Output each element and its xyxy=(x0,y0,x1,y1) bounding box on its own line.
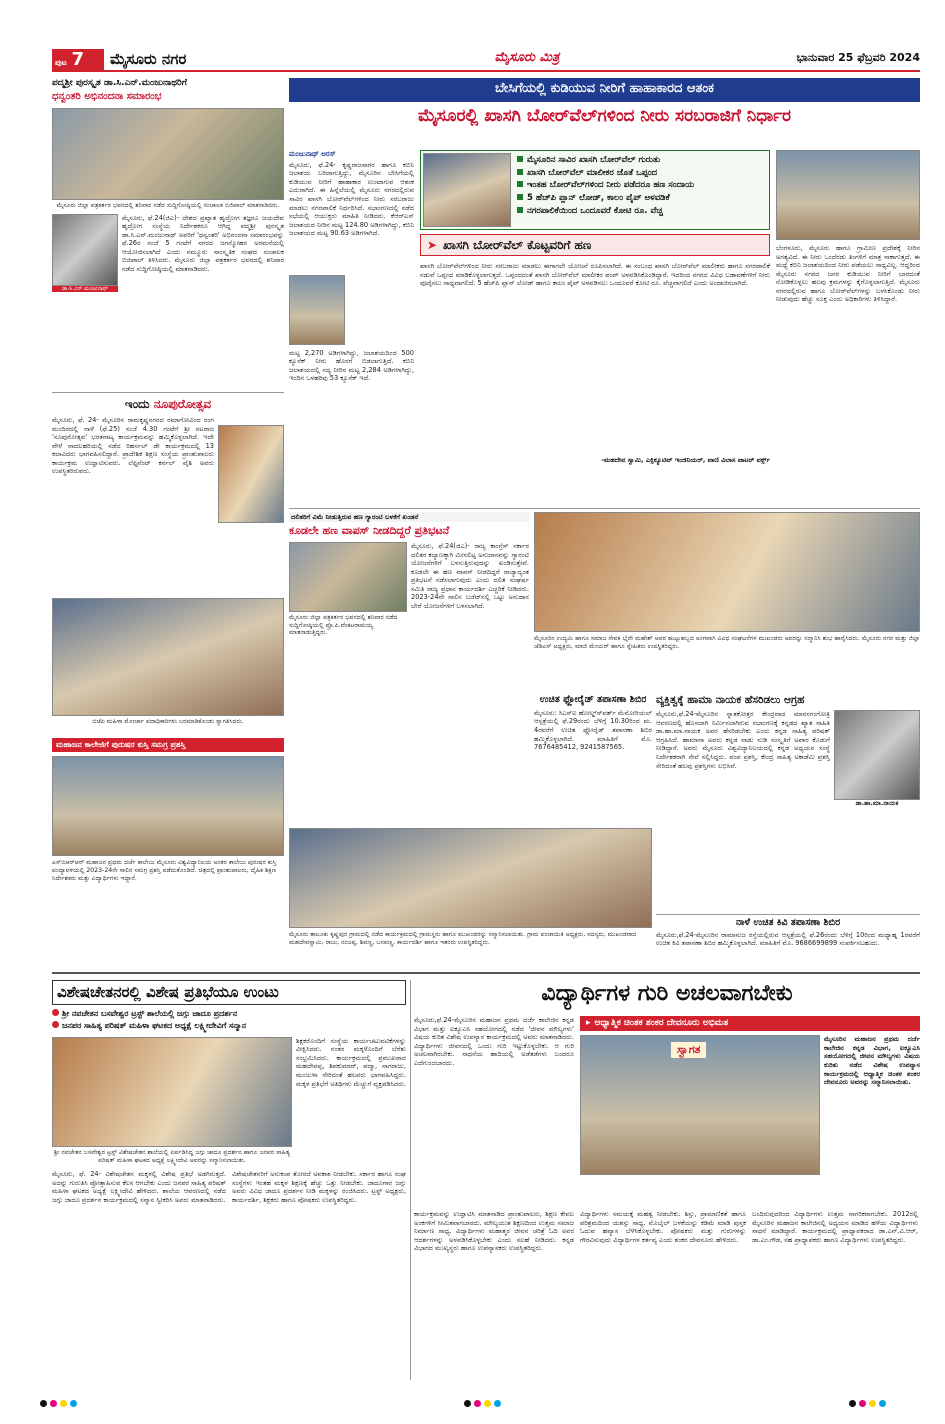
story-headline: ಮೈಸೂರಲ್ಲಿ ಖಾಸಗಿ ಬೋರ್‌ವೆಲ್‌ಗಳಿಂದ ನೀರು ಸರಬರಾಜಿಗೆ ನಿರ್ಧಾರ xyxy=(417,106,792,126)
subhead-bar xyxy=(580,1016,920,1031)
bullet-icon xyxy=(52,1021,59,1028)
page-number: 7 xyxy=(71,49,85,70)
headline-part-1: ಇಂದು xyxy=(124,397,154,411)
subhead: ಖಾಸಗಿ ಬೋರ್‌ವೆಲ್ ಕೊಟ್ಟವರಿಗೆ ಹಣ xyxy=(443,238,592,252)
story-body: ಮೈಸೂರು,ಫೆ.24-ಮೈಸೂರಿನ ಸ್ನಾತಕೋತ್ತರ ಕೇಂದ್ರವಾದ ಮಾನಸಗಂಗೋತ್ರಿ ಆವರಣದಲ್ಲಿ ಹೊಸದಾಗಿ ನಿರ್ಮಿಸಲಾಗಿರುವ ಸಭಾಂಗಣಕ್ಕೆ ಕನ್ನಡದ ಖ್ಯಾತ ಸಾಹಿತಿ ಡಾ.ಹಾ.ಮಾ.ನಾಯಕ ಅವರ ಹೆಸರಿಡಬೇಕು ಎಂದು ಕನ್ನಡ ಸಾಹಿತ್ಯ ಪರಿಷತ್ ಆಗ್ರಹಿಸಿದೆ. ಹಾಮಾನಾ ಅವರು ಕನ್ನಡ ನಾಡು ನುಡಿ ಸಂಸ್ಕೃತಿಗೆ ಅಪಾರ ಕೊಡುಗೆ ನೀಡಿದ್ದಾರೆ. ಅವರು ಮೈಸೂರು ವಿಶ್ವವಿದ್ಯಾನಿಲಯದಲ್ಲಿ ಕನ್ನಡ ಅಧ್ಯಯನ ಸಂಸ್ಥೆ ನಿರ್ದೇಶಕರಾಗಿ ಸೇವೆ ಸಲ್ಲಿಸಿದ್ದರು. ಪಂಪ ಪ್ರಶಸ್ತಿ, ಕೇಂದ್ರ ಸಾಹಿತ್ಯ ಅಕಾಡೆಮಿ ಪ್ರಶಸ್ತಿ ಸೇರಿದಂತೆ ಹಲವು ಪ್ರಶಸ್ತಿಗಳು ಲಭಿಸಿವೆ. xyxy=(656,710,830,770)
photo-caption: ಮೈಸೂರಿನ ಉದ್ಯಮಿ ಹಾಗೂ ಸಮಾಜ ಸೇವಕ ಭೈರೇ ಮಹೇಶ್ ಅವರ ಹುಟ್ಟುಹಬ್ಬದ ಅಂಗವಾಗಿ ವಿವಿಧ ಸಂಘಟನೆಗಳ ಮುಖಂಡರು ಅವರನ್ನು ಸನ್ಮಾನಿಸಿ ಶುಭ ಹಾರೈಸಿದರು. ಮೈಸೂರು ನಗರ ಮತ್ತು ಜಿಲ್ಲಾ ಜೆಡಿಎಸ್ ಅಧ್ಯಕ್ಷರು, ಮಾಜಿ ಮೇಯರ್ ಹಾಗೂ ಸ್ನೇಹಿತರು ಉಪಸ್ಥಿತರಿದ್ದರು. xyxy=(534,635,920,650)
story-ear xyxy=(656,914,920,968)
byline: ಮಂಜುನಾಥ್ ಅರಸ್ xyxy=(289,150,336,158)
arrow-icon: ➤ xyxy=(427,238,438,252)
bullet-text: ಜನಪರ ಸಾಹಿತ್ಯ ಪರಿಷತ್ ಮಹಿಳಾ ಘಟಕದ ಅಧ್ಯಕ್ಷೆ ಲಕ್ಷ್ಮೀದೇವಿಗೆ ಸನ್ಮಾನ xyxy=(62,1020,247,1030)
press-meet-photo xyxy=(289,542,407,612)
group-photo xyxy=(534,512,920,632)
story-body: ಖಾಸಗಿ ಬೋರ್‌ವೆಲ್‌ಗಳಿಂದ ನೀರು ಸರಬರಾಜು ಮಾಡಲು ಈಗಾಗಲೇ ಯೋಜನೆ ರೂಪಿಸಲಾಗಿದೆ. ಈ ಸಂಬಂಧ ಖಾಸಗಿ ಬೋರ್‌ವೆಲ್ ಮಾಲೀಕರು ಹಾಗೂ ನಗರಪಾಲಿಕೆ ನಡುವೆ ಒಪ್ಪಂದ ಮಾಡಿಕೊಳ್ಳಲಾಗುತ್ತದೆ. ಒಪ್ಪಂದದಂತೆ ಖಾಸಗಿ ಬೋರ್‌ವೆಲ್ ಮಾಲೀಕರ ಪಂಪ್ ಅಳವಡಿಸಿಕೊಂಡಿದ್ದಾರೆ. ಇದರಿಂದ ನಗರದ ವಿವಿಧ ಬಡಾವಣೆಗಳಿಗೆ ನೀರು ಪೂರೈಸಲು ಸಾಧ್ಯವಾಗಲಿದೆ. 5 ಹೆಚ್‌ಪಿ ಪ್ಲಾನ್ ಲೋಡ್ ಹಾಗೂ ಕಾಲಂ ಪೈಪ್ ಅಳವಡಿಸಲು ಒಂದೂವರೆ ಕೋಟಿ ರೂ. ವೆಚ್ಚವಾಗಲಿದೆ ಎಂದು ಅಂದಾಜಿಸಲಾಗಿದೆ. xyxy=(420,262,770,288)
bullet-item: ಇಂತಹ ಬೋರ್‌ವೆಲ್‌ಗಳಿಂದ ನೀರು ಪಡೆದರೂ ಹಣ ಸಂದಾಯ xyxy=(517,180,767,191)
bullet-item: 5 ಹೆಚ್‌ಪಿ ಪ್ಲಾನ್ ಲೋಡ್, ಕಾಲಂ ಪೈಪ್ ಅಳವಡಿಕೆ xyxy=(517,193,767,204)
story-headline: ಮಹಾಜನ ಕಾಲೇಜಿಗೆ ಪುರುಷರ ಕುಸ್ತಿ ಸಮಗ್ರ ಪ್ರಶಸ್ತಿ xyxy=(52,738,284,752)
story-headline: ವಿಶೇಷಚೇತನರಲ್ಲಿ ವಿಶೇಷ ಪ್ರತಿಭೆಯೂ ಉಂಟು xyxy=(52,980,406,1005)
felicitation-photo xyxy=(52,1037,292,1147)
portrait-caption: ಡಾ.ಸಿ.ಎನ್.ಮಂಜುನಾಥ್ xyxy=(52,286,118,293)
story-body: ಮೈಸೂರು: ಸಿಎಸ್‌ಐ ಹೋಲ್ಡ್‌ಸ್‌ವರ್ತ್ ಮೆಮೋರಿಯಲ್ ಆಸ್ಪತ್ರೆಯಲ್ಲಿ ಫೆ.29ರಂದು ಬೆಳಿಗ್ಗೆ 10.30ರಿಂದ ಮ. 4ರವರೆಗೆ ಉಚಿತ ಫ್ಲೋರೈಡ್ ತಪಾಸಣಾ ಶಿಬಿರ ಹಮ್ಮಿಕೊಳ್ಳಲಾಗಿದೆ. ಮಾಹಿತಿಗೆ ಮೊ. 7676485412, 9241587565. xyxy=(534,708,652,752)
story-body: ಮೈಸೂರು, ಫೆ. 24- ವಿಶೇಷಚೇತನ ಮಕ್ಕಳಲ್ಲಿ ವಿಶೇಷ ಪ್ರತಿಭೆ ಅಡಗಿರುತ್ತದೆ. ಅದನ್ನು ಗುರುತಿಸಿ ಪ್ರೋತ್ಸಾಹಿಸುವ ಕೆಲಸ ಆಗಬೇಕು ಎಂದು ಜನಪರ ಸಾಹಿತ್ಯ ಪರಿಷತ್ ಮಹಿಳಾ ಘಟಕದ ಅಧ್ಯಕ್ಷೆ ಲಕ್ಷ್ಮೀದೇವಿ ಹೇಳಿದರು. ಶಾಲೆಯ ಆವರಣದಲ್ಲಿ ನಡೆದ ಜಗ್ಗು ಜಾದೂ ಪ್ರದರ್ಶನ ಕಾರ್ಯಕ್ರಮದಲ್ಲಿ ಸನ್ಮಾನ ಸ್ವೀಕರಿಸಿ ಅವರು ಮಾತನಾಡಿದರು. xyxy=(52,1170,226,1204)
photo-caption: ಶ್ರೀ ನವಚೇತನ ಬಸವೇಶ್ವರ ಟ್ರಸ್ಟ್ ವಿಶೇಷಚೇತನ ಶಾಲೆಯಲ್ಲಿ ಏರ್ಪಡಿಸಿದ್ದ ಜಗ್ಗು ಜಾದೂ ಪ್ರದರ್ಶನ ಹಾಗೂ ಜನಪರ ಸಾಹಿತ್ಯ ಪರಿಷತ್ ಮಹಿಳಾ ಘಟಕದ ಅಧ್ಯಕ್ಷೆ ಲಕ್ಷ್ಮೀದೇವಿ ಅವರನ್ನು ಸನ್ಮಾನಿಸಲಾಯಿತು. xyxy=(53,1148,290,1164)
bullet-item: ಮೈಸೂರಿನ ಸಾವಿರ ಖಾಸಗಿ ಬೋರ್‌ವೆಲ್ ಗುರುತು xyxy=(517,155,767,166)
story-body: ವಿಶೇಷಚೇತನರಿಗೆ ಅನುಕಂಪ ತೋರದೆ ಅವಕಾಶ ನೀಡಬೇಕು. ಸರ್ಕಾರ ಹಾಗೂ ಸಂಘ ಸಂಸ್ಥೆಗಳು ಇಂತಹ ಮಕ್ಕಳ ಶಿಕ್ಷಣಕ್ಕೆ ಹೆಚ್ಚು ಒತ್ತು ನೀಡಬೇಕು. ಜಾದೂಗಾರ ಜಗ್ಗು ಅವರು ವಿವಿಧ ಜಾದೂ ಪ್ರದರ್ಶನ ನೀಡಿ ಮಕ್ಕಳನ್ನು ರಂಜಿಸಿದರು. ಟ್ರಸ್ಟ್ ಅಧ್ಯಕ್ಷರು, ಕಾರ್ಯದರ್ಶಿ, ಶಿಕ್ಷಕರು ಹಾಗೂ ಪೋಷಕರು ಉಪಸ್ಥಿತರಿದ್ದರು. xyxy=(232,1170,406,1204)
section-title: ಮೈಸೂರು ನಗರ xyxy=(110,50,187,68)
story-body: ವಿದ್ಯಾರ್ಥಿಗಳು ಸಮಯಕ್ಕೆ ಮಹತ್ವ ನೀಡಬೇಕು. ಶಿಸ್ತು, ಪ್ರಾಮಾಣಿಕತೆ ಹಾಗೂ ಪರಿಶ್ರಮದಿಂದ ಯಶಸ್ಸು ಸಾಧ್ಯ. ಮೊಬೈಲ್ ಬಳಕೆಯನ್ನು ಕಡಿಮೆ ಮಾಡಿ ಪುಸ್ತಕ ಓದುವ ಹವ್ಯಾಸ ಬೆಳೆಸಿಕೊಳ್ಳಬೇಕು. ಪೋಷಕರು ಮತ್ತು ಗುರುಗಳನ್ನು ಗೌರವಿಸುವುದು ವಿದ್ಯಾರ್ಥಿಗಳ ಕರ್ತವ್ಯ ಎಂದು ಶಂಕರ ದೇವನೂರು ಹೇಳಿದರು. xyxy=(580,1210,746,1244)
team-photo xyxy=(52,756,284,856)
banner-text: ಸ್ವಾಗತ xyxy=(671,1042,706,1058)
press-meet-photo xyxy=(52,108,284,200)
bullet-item xyxy=(52,1021,406,1031)
expert-quote: -ಮಹದೇವ ಸ್ವಾಮಿ, ಎಕ್ಸಿಕ್ಯೂಟಿವ್ ಇಂಜಿನಿಯರ್, ವಾಣಿ ವಿಲಾಸ ವಾಟರ್ ವರ್ಕ್ಸ್ xyxy=(601,456,770,464)
event-photo xyxy=(580,1035,820,1175)
story-special xyxy=(52,980,406,1380)
story-students xyxy=(414,980,920,1380)
story-body: ಎಸ್‌ಬಿಆರ್‌ಆರ್ ಮಹಾಜನ ಪ್ರಥಮ ದರ್ಜೆ ಕಾಲೇಜು ಮೈಸೂರು ವಿಶ್ವವಿದ್ಯಾನಿಲಯ ಅಂತರ ಕಾಲೇಜು ಪುರುಷರ ಕುಸ್ತಿ ಪಂದ್ಯಾವಳಿಯಲ್ಲಿ 2023-24ನೇ ಸಾಲಿನ ಸಮಗ್ರ ಪ್ರಶಸ್ತಿ ಪಡೆದುಕೊಂಡಿದೆ. ಚಿತ್ರದಲ್ಲಿ ಪ್ರಾಂಶುಪಾಲರು, ದೈಹಿಕ ಶಿಕ್ಷಣ ನಿರ್ದೇಶಕರು ಮತ್ತು ವಿದ್ಯಾರ್ಥಿಗಳು ಇದ್ದಾರೆ. xyxy=(52,859,277,882)
portrait-photo xyxy=(52,214,118,286)
masthead xyxy=(52,48,920,72)
story-body: ಬೆಂಗಳೂರು, ಮೈಸೂರು ಹಾಗೂ ಗ್ರಾಮೀಣ ಪ್ರದೇಶಕ್ಕೆ ನೀರಿನ ಅಗತ್ಯವಿದೆ. ಈ ನೀರು ಒಂದೆರಡು ತಿಂಗಳಿಗೆ ಮಾತ್ರ ಸಾಕಾಗುತ್ತದೆ. ಈ ಮಧ್ಯೆ ಕಬಿನಿ ಜಲಾಶಯದಿಂದ ನೀರು ಪಡೆಯಲು ಸಾಧ್ಯವಿಲ್ಲ. ಆದ್ದರಿಂದ ಮೈಸೂರು ನಗರದ ಜನರ ಕುಡಿಯುವ ನೀರಿಗೆ ಬಾರದಂತೆ ನೋಡಿಕೊಳ್ಳಲು ಹಲವು ಕ್ರಮಗಳನ್ನು ಕೈಗೊಳ್ಳಲಾಗುತ್ತಿದೆ. ಮೈಸೂರು ನಗರದಲ್ಲಿರುವ ಹಾಗೂ ಬೋರ್‌ವೆಲ್‌ಗಳನ್ನು ಬಳಸಿಕೊಂಡು ನೀರು ನೀಡುವುದು ಹೆಚ್ಚು ಸೂಕ್ತ ಎಂದು ಅಧಿಕಾರಿಗಳು ತಿಳಿಸಿದ್ದಾರೆ. xyxy=(776,244,920,304)
portrait-photo xyxy=(834,710,920,800)
group-photo xyxy=(289,828,652,928)
photo-caption: ಮೈಸೂರು ಜಿಲ್ಲಾ ಪತ್ರಕರ್ತರ ಭವನದಲ್ಲಿ ಶನಿವಾರ ನಡೆದ ಸುದ್ದಿಗೋಷ್ಠಿಯಲ್ಲಿ ಸಂಚಾಲಕ ಬಿಜಿಪಾಲ್ ಮಾತನಾಡಿದರು. xyxy=(56,201,280,209)
story-headline: ಕೂಡಲೇ ಹಣ ವಾಪಸ್ ನೀಡದಿದ್ದರೆ ಪ್ರತಿಭಟನೆ xyxy=(289,524,450,538)
page-label: ಪುಟ xyxy=(55,58,67,67)
story-kicker: ಪದ್ಮಶ್ರೀ ಪುರಸ್ಕೃತ ಡಾ.ಸಿ.ಎನ್.ಮಂಜುನಾಥರಿಗೆ xyxy=(52,78,188,88)
bullet-item xyxy=(52,1009,406,1019)
bullet-icon xyxy=(52,1009,59,1016)
story-gathering xyxy=(534,512,920,690)
story-bjp xyxy=(52,598,284,738)
story-headline: ವ್ಯಕ್ತಿತ್ವಕ್ಕೆ ಹಾಮಾ ನಾಯಕ ಹೆಸರಿಡಲು ಆಗ್ರಹ xyxy=(656,694,805,706)
group-photo xyxy=(52,598,284,716)
story-body: ಮೈಸೂರು, ಫೆ.24(ಜಿಎ)- ರಾಜ್ಯ ಕಾಂಗ್ರೆಸ್ ಸರ್ಕಾರ ದಲಿತರ ಕಲ್ಯಾಣಕ್ಕಾಗಿ ಮೀಸಲಿಟ್ಟ ಅನುದಾನವನ್ನು ಗ್ಯಾರಂಟಿ ಯೋಜನೆಗಳಿಗೆ ಬಳಸುತ್ತಿರುವುದನ್ನು ಖಂಡಿಸುತ್ತೇವೆ. ಕೂಡಲೇ ಈ ಹಣ ವಾಪಸ್ ನೀಡದಿದ್ದರೆ ರಾಜ್ಯಾದ್ಯಂತ ಪ್ರತಿಭಟನೆ ನಡೆಸಲಾಗುವುದು ಎಂದು ದಲಿತ ಸಂಘರ್ಷ ಸಮಿತಿ ರಾಜ್ಯ ಪ್ರಧಾನ ಕಾರ್ಯದರ್ಶಿ ಎಚ್ಚರಿಕೆ ನೀಡಿದರು. 2023-24ನೇ ಸಾಲಿನ ಬಜೆಟ್‌ನಲ್ಲಿ ಒಟ್ಟು ಅನುದಾನ ಬೇರೆ ಯೋಜನೆಗಳಿಗೆ ಬಳಸಲಾಗಿದೆ. xyxy=(411,541,529,610)
story-headline: ಉಚಿತ ಫ್ಲೋರೈಡ್ ತಪಾಸಣಾ ಶಿಬಿರ xyxy=(539,694,647,705)
story-body: ಬಂದಿರುವುದರಿಂದ ವಿದ್ಯಾರ್ಥಿಗಳು ಉತ್ತಮ ನಾಗರಿಕರಾಗಬೇಕು. 2012ರಲ್ಲಿ ಮೈಸೂರಿನ ಮಹಾಜನ ಕಾಲೇಜಿನಲ್ಲಿ ಅಧ್ಯಯನ ಮಾಡಿದ ಹಳೆಯ ವಿದ್ಯಾರ್ಥಿಗಳು ಸಾಧನೆ ಮಾಡಿದ್ದಾರೆ. ಕಾರ್ಯಕ್ರಮದಲ್ಲಿ ಪ್ರಾಧ್ಯಾಪಕರಾದ ಡಾ.ಎನ್.ವಿ.ಆರ್, ಡಾ.ಎಂ.ಗೌಡ, ಸಹ ಪ್ರಾಧ್ಯಾಪಕರು ಹಾಗೂ ವಿದ್ಯಾರ್ಥಿಗಳು ಉಪಸ್ಥಿತರಿದ್ದರು. xyxy=(752,1210,918,1244)
headline-part-2: ನೂಪುರೋತ್ಸವ xyxy=(153,397,212,411)
paper-name: ಮೈಸೂರು ಮಿತ್ರ xyxy=(494,50,560,65)
bullet-item: ನಗರಪಾಲಿಕೆಯಿಂದ ಒಂದೂವರೆ ಕೋಟಿ ರೂ. ವೆಚ್ಚ xyxy=(517,206,767,217)
story-body-right: ಶಿಕ್ಷಕರೊಂದಿಗೆ ಸಂಸ್ಥೆಯ ಕಾರ್ಯಚಟುವಟಿಕೆಗಳನ್ನು ವೀಕ್ಷಿಸಿದರು. ನಂತರ ಮಕ್ಕಳೊಂದಿಗೆ ಬೆರೆತು ಸಂಭ್ರಮಿಸಿದರು. ಕಾರ್ಯಕ್ರಮದಲ್ಲಿ ಪ್ರಮುಖರಾದ ಮಹದೇವಪ್ಪ, ಶಿವಕುಮಾರ್, ಪದ್ಮಾ, ನಾಗರಾಜು, ಮಂಜುಳಾ ಸೇರಿದಂತೆ ಹಲವರು ಭಾಗವಹಿಸಿದ್ದರು. ಮಕ್ಕಳ ಪ್ರತಿಭೆಗೆ ಅತಿಥಿಗಳು ಮೆಚ್ಚುಗೆ ವ್ಯಕ್ತಪಡಿಸಿದರು. xyxy=(296,1036,406,1088)
story-mahajana-photo-block xyxy=(52,756,284,968)
highlight-bullets xyxy=(517,155,767,218)
story-body: ಮೈಸೂರು, ಫೆ.24(ಜಿಎ)- ದೇಶದ ಪ್ರಖ್ಯಾತ ಹೃದ್ರೋಗ ತಜ್ಞರೂ ಜಯದೇವ ಹೃದ್ರೋಗ ಸಂಸ್ಥೆಯ ನಿರ್ದೇಶಕರೂ ಆಗಿದ್ದ ಪದ್ಮಶ್ರೀ ಪುರಸ್ಕೃತ ಡಾ.ಸಿ.ಎನ್.ಮಂಜುನಾಥ್ ಅವರಿಗೆ 'ಧನ್ವಂತರಿ' ಅಭಿನಂದನಾ ಸಮಾರಂಭವನ್ನು ಫೆ.26ರ ಸಂಜೆ 5 ಗಂಟೆಗೆ ನಗರದ ಜಗನ್ಮೋಹನ ಅರಮನೆಯಲ್ಲಿ ಆಯೋಜಿಸಲಾಗಿದೆ ಎಂದು ನಮ್ಮೂರು ಸಾಂಸ್ಕೃತಿಕ ಸಂಘದ ಸಂಚಾಲಕ ಬಿಜಿಪಾಲ್ ತಿಳಿಸಿದರು. ಮೈಸೂರು ಜಿಲ್ಲಾ ಪತ್ರಕರ್ತರ ಭವನದಲ್ಲಿ ಶನಿವಾರ ನಡೆದ ಸುದ್ದಿಗೋಷ್ಠಿಯಲ್ಲಿ ಮಾತನಾಡಿದರು. xyxy=(122,213,284,273)
story-kicker: ಬೇಸಿಗೆಯಲ್ಲಿ ಕುಡಿಯುವ ನೀರಿಗೆ ಹಾಹಾಕಾರದ ಆತಂಕ xyxy=(289,78,920,102)
borewell-subhead-box xyxy=(420,234,770,256)
portrait-caption: ಡಾ.ಹಾ.ಮಾ.ನಾಯಕ xyxy=(855,800,899,808)
borewell-col3 xyxy=(776,244,920,504)
borewell-pump-photo xyxy=(776,150,920,240)
story-headline: ಧನ್ವಂತರಿ ಅಭಿನಂದನಾ ಸಮಾರಂಭ xyxy=(52,91,162,103)
bullet-item: ಖಾಸಗಿ ಬೋರ್‌ವೆಲ್ ಮಾಲೀಕರ ಜೊತೆ ಒಪ್ಪಂದ xyxy=(517,168,767,179)
borewell-col1 xyxy=(289,150,414,510)
print-registration-marks xyxy=(40,1400,910,1412)
chevron-icon: ▸ xyxy=(586,1018,591,1028)
photo-caption: ಬಿಜೆಪಿ ಮಹಿಳಾ ಮೋರ್ಚಾ ಪದಾಧಿಕಾರಿಗಳು ಬರಮಾಡಿಕೊಂಡು ಸ್ವಾಗತಿಸಿದರು. xyxy=(92,718,244,725)
story-body-stats: ಮಟ್ಟ 2,270 ಅಡಿಗಳಾಗಿದ್ದು, ಜಲಾಶಯದಿಂದ 500 ಕ್ಯೂಸೆಕ್ ನೀರು ಹೊರಗೆ ಬಿಡಲಾಗುತ್ತಿದೆ. ಕಬಿನಿ ಜಲಾಶಯದಲ್ಲಿ ಸದ್ಯ ನೀರಿನ ಮಟ್ಟ 2,284 ಅಡಿಗಳಾಗಿದ್ದು, ಇಂದಿನ ಒಳಹರಿವು 53 ಕ್ಯೂಸೆಕ್ ಇದೆ. xyxy=(289,348,414,383)
story-body: ಮೈಸೂರು,ಫೆ.24-ಮೈಸೂರಿನ ರಾಮಾನುಜ ರಸ್ತೆಯಲ್ಲಿರುವ ಆಸ್ಪತ್ರೆಯಲ್ಲಿ ಫೆ.26ರಂದು ಬೆಳಿಗ್ಗೆ 10ರಿಂದ ಮಧ್ಯಾಹ್ನ 1ರವರೆಗೆ ಉಚಿತ ಕಿವಿ ತಪಾಸಣಾ ಶಿಬಿರ ಹಮ್ಮಿಕೊಳ್ಳಲಾಗಿದೆ. ಮಾಹಿತಿಗೆ ಮೊ. 9686699899 ಸಂಪರ್ಕಿಸಬಹುದು. xyxy=(656,930,920,948)
borewell-col2 xyxy=(420,262,770,502)
story-felicitation xyxy=(289,828,652,968)
temple-photo xyxy=(289,275,345,345)
story-fluoride xyxy=(534,694,652,824)
dancer-photo xyxy=(218,425,284,523)
story-headline xyxy=(52,397,284,412)
story-padmashri xyxy=(52,78,284,386)
water-drinking-photo xyxy=(423,153,511,227)
subhead: ಆಧ್ಯಾತ್ಮಿಕ ಚಿಂತಕ ಶಂಕರ ದೇವನೂರು ಅಭಿಮತ xyxy=(594,1018,729,1028)
issue-date: ಭಾನುವಾರ 25 ಫೆಬ್ರವರಿ 2024 xyxy=(796,51,920,64)
photo-caption: ಮೈಸೂರು ಜಿಲ್ಲಾ ಪತ್ರಕರ್ತರ ಭವನದಲ್ಲಿ ಶನಿವಾರ ನಡೆದ ಸುದ್ದಿಗೋಷ್ಠಿಯಲ್ಲಿ ಪ್ರೊ.ಪಿ.ವೆಂಕಟರಾಮಯ್ಯ ಮಾತನಾಡುತ್ತಿದ್ದರು. xyxy=(289,613,398,637)
story-headline: ವಿದ್ಯಾರ್ಥಿಗಳ ಗುರಿ ಅಚಲವಾಗಬೇಕು xyxy=(541,981,793,1006)
story-refund xyxy=(289,512,529,728)
photo-caption: ಮೈಸೂರು ತಾಲೂಕು ಕೃಷ್ಣಪುರ ಗ್ರಾಮದಲ್ಲಿ ನಡೆದ ಕಾರ್ಯಕ್ರಮದಲ್ಲಿ ಗ್ರಾಮಸ್ಥರು ಹಾಗೂ ಮುಖಂಡರನ್ನು ಸನ್ಮಾನಿಸಲಾಯಿತು. ಗ್ರಾಮ ಪಂಚಾಯಿತಿ ಅಧ್ಯಕ್ಷರು, ಸದಸ್ಯರು, ಮುಖಂಡರಾದ ಮಹದೇವಸ್ವಾಮಿ, ರಾಜು, ನಂಜಪ್ಪ, ಶಿವಣ್ಣ, ಬಸವಣ್ಣ, ಕಾರ್ಯದರ್ಶಿ ಹಾಗೂ ಇತರರು ಉಪಸ್ಥಿತರಿದ್ದರು. xyxy=(289,931,637,946)
bullet-text: ಶ್ರೀ ನವಚೇತನ ಬಸವೇಶ್ವರ ಟ್ರಸ್ಟ್ ಶಾಲೆಯಲ್ಲಿ ಜಗ್ಗು ಜಾದೂ ಪ್ರದರ್ಶನ xyxy=(62,1008,238,1018)
story-nupura xyxy=(52,397,284,593)
story-body: ಮೈಸೂರು, ಫೆ.24- ಕೃಷ್ಣರಾಜಸಾಗರ ಹಾಗೂ ಕಬಿನಿ ಜಲಾಶಯ ಬರಿದಾಗುತ್ತಿದ್ದು, ಮೈಸೂರಿನ ಬೇಸಿಗೆಯಲ್ಲಿ ಕುಡಿಯುವ ನೀರಿಗೆ ಹಾಹಾಕಾರ ಉಂಟಾಗುವ ಆತಂಕ ಎದುರಾಗಿದೆ. ಈ ಹಿನ್ನೆಲೆಯಲ್ಲಿ ಮೈಸೂರು ನಗರದಲ್ಲಿರುವ ಸಾವಿರ ಖಾಸಗಿ ಬೋರ್‌ವೆಲ್‌ಗಳಿಂದ ನೀರು ಸರಬರಾಜು ಮಾಡಲು ನಗರಪಾಲಿಕೆ ನಿರ್ಧರಿಸಿದೆ. ಸಭಾಂಗಣದಲ್ಲಿ ನಡೆದ ಸಭೆಯಲ್ಲಿ ಆಯುಕ್ತರು ಮಾಹಿತಿ ನೀಡಿದರು. ಕೆಆರ್‌ಎಸ್ ಜಲಾಶಯದ ನೀರಿನ ಮಟ್ಟ 124.80 ಅಡಿಗಳಾಗಿದ್ದು, ಕಬಿನಿ ಜಲಾಶಯದ ಮಟ್ಟ 90.63 ಅಡಿಗಳಾಗಿದೆ. xyxy=(289,160,414,238)
borewell-feature-box xyxy=(420,150,770,230)
story-headline: ನಾಳೆ ಉಚಿತ ಕಿವಿ ತಪಾಸಣಾ ಶಿಬಿರ xyxy=(735,917,841,928)
story-body: ಮೈಸೂರು,ಫೆ.24-ಮೈಸೂರಿನ ಮಹಾಜನ ಪ್ರಥಮ ದರ್ಜೆ ಕಾಲೇಜಿನ ಕನ್ನಡ ವಿಭಾಗ ಮತ್ತು ಐಕ್ಯೂಎಸಿ ಸಹಯೋಗದಲ್ಲಿ ನಡೆದ 'ಜೀವನ ಮೌಲ್ಯಗಳು' ವಿಷಯ ಕುರಿತ ವಿಶೇಷ ಉಪನ್ಯಾಸ ಕಾರ್ಯಕ್ರಮದಲ್ಲಿ ಅವರು ಮಾತನಾಡಿದರು. ವಿದ್ಯಾರ್ಥಿಗಳು ಜೀವನದಲ್ಲಿ ಒಂದು ಗುರಿ ಇಟ್ಟುಕೊಳ್ಳಬೇಕು. ಆ ಗುರಿ ಅಚಲವಾಗಿರಬೇಕು. ಸಾಧನೆಯ ಹಾದಿಯಲ್ಲಿ ಅಡೆತಡೆಗಳು ಬಂದರೂ ಎದೆಗುಂದಬಾರದು. xyxy=(414,1016,574,1067)
story-kicker: ದಲಿತರಿಗೆ ವಿಮೆ ನೀಡುತ್ತಿರುವ ಹಣ ಗ್ಯಾರಂಟಿ ಬಳಕೆಗೆ ಖಂಡನೆ xyxy=(289,512,529,522)
story-body: ಕಾರ್ಯಕ್ರಮವನ್ನು ಉದ್ಘಾಟಿಸಿ ಮಾತನಾಡಿದ ಪ್ರಾಂಶುಪಾಲರು, ಶಿಕ್ಷಣ ಕೇವಲ ಅಂಕಗಳಿಗೆ ಸೀಮಿತವಾಗಬಾರದು. ಮೌಲ್ಯಯುತ ಶಿಕ್ಷಣದಿಂದ ಉತ್ತಮ ಸಮಾಜ ನಿರ್ಮಾಣ ಸಾಧ್ಯ. ವಿದ್ಯಾರ್ಥಿಗಳು ಮಹಾತ್ಮರ ಜೀವನ ಚರಿತ್ರೆ ಓದಿ ಅವರ ಆದರ್ಶಗಳನ್ನು ಅಳವಡಿಸಿಕೊಳ್ಳಬೇಕು ಎಂದು ಸಲಹೆ ನೀಡಿದರು. ಕನ್ನಡ ವಿಭಾಗದ ಮುಖ್ಯಸ್ಥರು ಹಾಗೂ ಉಪನ್ಯಾಸಕರು ಉಪಸ್ಥಿತರಿದ್ದರು. xyxy=(414,1210,574,1253)
page-number-badge xyxy=(52,49,104,70)
story-body-top: ಮೈಸೂರು, ಫೆ. 24- ಮೈಸೂರಿನ ರಾಮಕೃಷ್ಣನಗರದ ರಮಾಗೋವಿಂದ ರಂಗ ಮಂದಿರದಲ್ಲಿ ನಾಳೆ (ಫೆ.25) ಸಂಜೆ 4.30 ಗಂಟೆಗೆ ಶ್ರೀ ನಟರಾಜ 'ನೂಪುರೋತ್ಸವ' ಭರತನಾಟ್ಯ ಕಾರ್ಯಕ್ರಮವನ್ನು ಹಮ್ಮಿಕೊಳ್ಳಲಾಗಿದೆ. ಇದೇ ವೇಳೆ ನಾದಲಹರಿಯಲ್ಲಿ ನಡೆದ ರಿಹರ್ಸಲ್ ಡೇ ಕಾರ್ಯಕ್ರಮದಲ್ಲಿ 13 ಕಲಾವಿದರು ಭಾಗವಹಿಸಲಿದ್ದಾರೆ. ಪ್ರಾದೇಶಿಕ ಶಿಕ್ಷಣ ಸಂಸ್ಥೆಯ ಪ್ರಾಂಶುಪಾಲರು ಕಾರ್ಯಕ್ರಮ ಉದ್ಘಾಟಿಸುವರು. ಲೆಫ್ಟಿನೆಂಟ್ ಕರ್ನಲ್ ವೈಶಿ ಅವರು ಉಪಸ್ಥಿತರಿರುವರು. xyxy=(52,416,214,476)
side-caption: ಮೈಸೂರಿನ ಮಹಾಜನ ಪ್ರಥಮ ದರ್ಜೆ ಕಾಲೇಜಿನ ಕನ್ನಡ ವಿಭಾಗ, ಐಕ್ಯೂಎಸಿ ಸಹಯೋಗದಲ್ಲಿ ಜೀವನ ಮೌಲ್ಯಗಳು ವಿಷಯ ಕುರಿತು ನಡೆದ ವಿಶೇಷ ಉಪನ್ಯಾಸ ಕಾರ್ಯಕ್ರಮದಲ್ಲಿ ಆಧ್ಯಾತ್ಮಿಕ ಚಿಂತಕ ಶಂಕರ ದೇವನೂರು ಅವರನ್ನು ಸನ್ಮಾನಿಸಲಾಯಿತು. xyxy=(824,1035,920,1087)
story-hama xyxy=(656,694,920,914)
